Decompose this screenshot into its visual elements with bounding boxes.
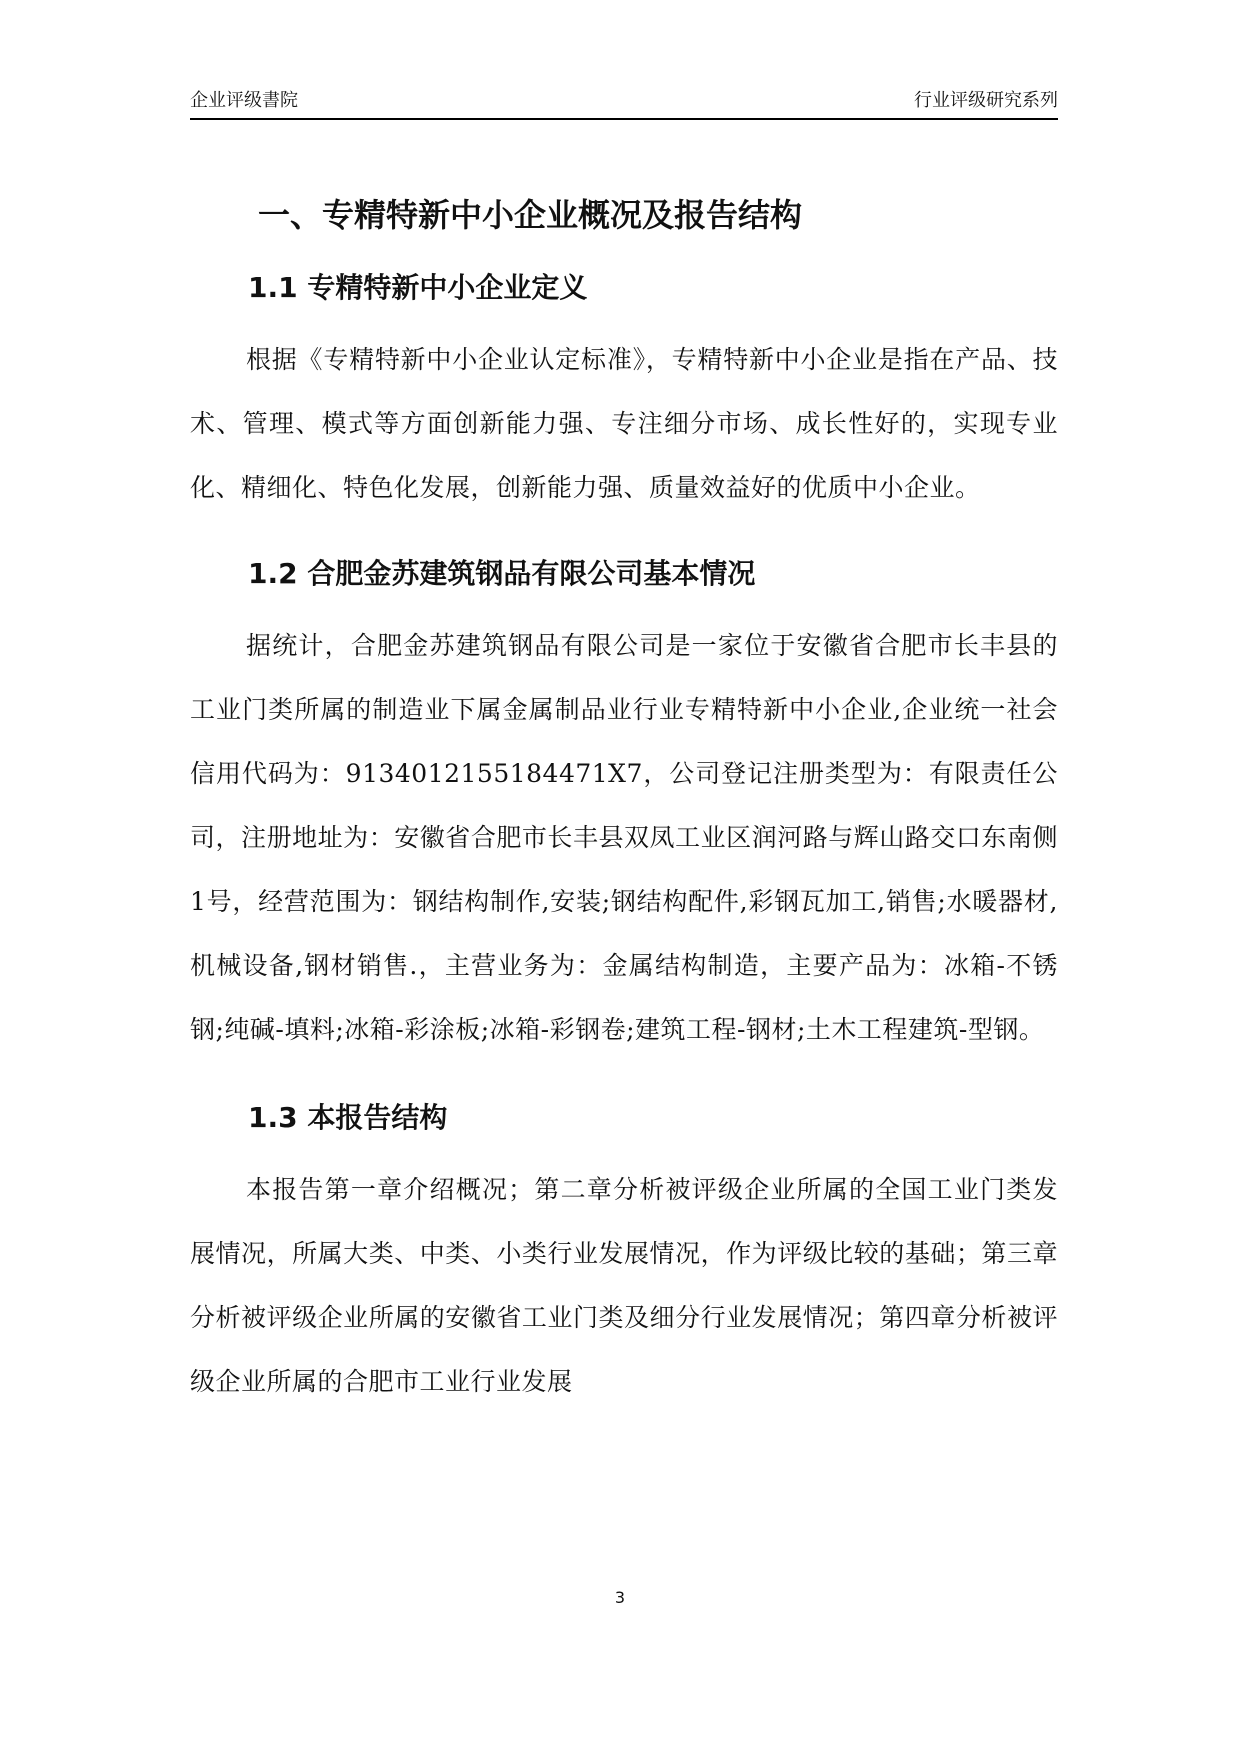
section-title-1-3: 1.3 本报告结构 bbox=[248, 1101, 448, 1134]
chapter-title: 一、专精特新中小企业概况及报告结构 bbox=[258, 196, 803, 234]
section-paragraph-1-2: 据统计，合肥金苏建筑钢品有限公司是一家位于安徽省合肥市长丰县的工业门类所属的制造业下属金属制品业行业专精特新中小企业,企业统一社会信用代码为：9134012155184471X7，公司登记注册类型为：有限责任公司，注册地址为：安徽省合肥市长丰县双凤工业区润河路与辉山路交口东南侧1号，经营范围为：钢结构制作,安装;钢结构配件,彩钢瓦加工,销售;水暖器材,机械设备,钢材销售.，主营业务为：金属结构制造，主要产品为：冰箱-不锈钢;纯碱-填料;冰箱-彩涂板;冰箱-彩钢卷;建筑工程-钢材;土木工程建筑-型钢。 bbox=[190, 631, 1058, 1044]
header-left-title: 企业评级書院 bbox=[190, 90, 298, 111]
header-right-title: 行业评级研究系列 bbox=[914, 90, 1058, 111]
section-paragraph-1-1: 根据《专精特新中小企业认定标准》，专精特新中小企业是指在产品、技术、管理、模式等方面创新能力强、专注细分市场、成长性好的，实现专业化、精细化、特色化发展，创新能力强、质量效益好的优质中小企业。 bbox=[190, 345, 1058, 502]
document-body bbox=[190, 180, 1058, 1414]
section-title-1-1: 1.1 专精特新中小企业定义 bbox=[248, 271, 588, 304]
running-header bbox=[190, 86, 1058, 120]
section-paragraph-1-3: 本报告第一章介绍概况；第二章分析被评级企业所属的全国工业门类发展情况，所属大类、中类、小类行业发展情况，作为评级比较的基础；第三章分析被评级企业所属的安徽省工业门类及细分行业发展情况；第四章分析被评级企业所属的合肥市工业行业发展 bbox=[190, 1175, 1058, 1396]
section-title-1-2: 1.2 合肥金苏建筑钢品有限公司基本情况 bbox=[248, 557, 756, 590]
page-number: 3 bbox=[614, 1588, 626, 1607]
